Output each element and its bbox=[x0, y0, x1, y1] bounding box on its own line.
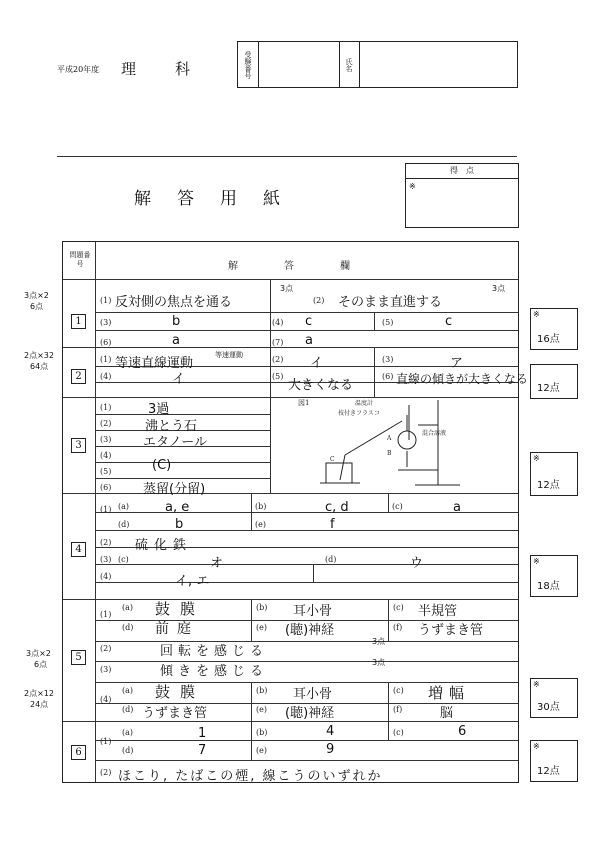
answer: (聴)神経 bbox=[285, 623, 335, 638]
sub-label: (1) bbox=[100, 505, 112, 514]
score-star: ※ bbox=[409, 182, 416, 191]
sub-label: (3) bbox=[100, 318, 112, 327]
answer: うずまき管 bbox=[142, 706, 208, 721]
section-score: 30点 bbox=[537, 702, 560, 713]
margin-note: 3点×2 6点 bbox=[24, 291, 49, 311]
answer: 3過 bbox=[148, 402, 170, 417]
margin-note: 3点×2 6点 bbox=[26, 649, 51, 669]
exam-year: 平成20年度 bbox=[57, 65, 100, 74]
question-number: 3 bbox=[71, 438, 86, 453]
section-score-box: ※ 12点 bbox=[530, 740, 578, 782]
question-number: 6 bbox=[71, 745, 86, 760]
sub-label: (4) bbox=[100, 451, 112, 460]
answer: イ bbox=[172, 372, 186, 387]
sub-label: (f) bbox=[393, 623, 403, 632]
sub-label: (a) bbox=[122, 728, 134, 737]
subject-title: 理 科 bbox=[121, 60, 203, 78]
answer: c bbox=[305, 314, 313, 329]
answer: (C) bbox=[152, 458, 172, 473]
answer: 直線の傾きが大きくなる bbox=[396, 372, 529, 386]
section-score-box: ※ 30点 bbox=[530, 678, 578, 718]
sub-label: (a) bbox=[122, 686, 134, 695]
col-question-header: 問題番号 bbox=[69, 251, 91, 268]
figure-title: 図1 bbox=[298, 399, 310, 407]
sub-label: (2) bbox=[100, 644, 112, 653]
sub-label: (e) bbox=[256, 705, 267, 714]
exam-number-field[interactable] bbox=[259, 42, 340, 87]
sub-label: (1) bbox=[100, 296, 112, 305]
answer-note: 等速運動 bbox=[215, 351, 243, 359]
section-score: 12点 bbox=[537, 766, 560, 777]
distillation-apparatus-figure bbox=[290, 395, 470, 490]
figure-label: B bbox=[387, 450, 392, 457]
col-answer-header: 解 答 欄 bbox=[228, 261, 368, 272]
answer: 蒸留(分留) bbox=[143, 482, 206, 497]
sub-label: (c) bbox=[393, 603, 404, 612]
figure-label: C bbox=[330, 456, 335, 463]
answer: エタノール bbox=[143, 435, 207, 450]
sub-label: (e) bbox=[256, 746, 267, 755]
answer: 前庭 bbox=[155, 621, 199, 637]
section-score: 18点 bbox=[537, 581, 560, 592]
sub-label: (2) bbox=[272, 355, 284, 364]
sub-label: (2) bbox=[100, 538, 112, 547]
sub-label: (3) bbox=[100, 555, 112, 564]
points-note: 3点 bbox=[280, 284, 294, 293]
answer: うずまき管 bbox=[418, 623, 484, 638]
answer: 耳小骨 bbox=[293, 687, 333, 702]
sub-label: (d) bbox=[122, 623, 134, 632]
sub-label: (3) bbox=[100, 435, 112, 444]
answer: a bbox=[172, 333, 180, 348]
figure-label: 枝付きフラスコ bbox=[338, 410, 380, 417]
figure-label: A bbox=[387, 435, 392, 442]
sub-label: (3) bbox=[100, 665, 112, 674]
answer: b bbox=[172, 314, 181, 329]
figure-label: 温度計 bbox=[355, 400, 374, 407]
points-note: 3点 bbox=[492, 284, 506, 293]
sub-label: (3) bbox=[382, 355, 394, 364]
section-score: 12点 bbox=[537, 480, 560, 491]
section-score: 16点 bbox=[537, 334, 560, 345]
answer: a, e bbox=[165, 500, 190, 515]
points-note: 3点 bbox=[372, 658, 386, 667]
answer: 大きくなる bbox=[288, 378, 354, 393]
sub-label: (a) bbox=[118, 502, 130, 511]
answer: オ bbox=[210, 556, 224, 571]
answer: イ bbox=[310, 356, 324, 371]
answer: 反対側の焦点を通る bbox=[115, 295, 233, 310]
section-score-box: ※ 12点 bbox=[530, 452, 578, 496]
answer: ウ bbox=[410, 556, 424, 571]
answer: ほこり, たばこの煙, 線こうのいずれか bbox=[118, 769, 383, 784]
sub-label: (b) bbox=[255, 502, 267, 511]
answer: 増幅 bbox=[428, 684, 471, 702]
sub-label: (d) bbox=[325, 555, 337, 564]
margin-note: 2点×12 24点 bbox=[24, 689, 54, 709]
sub-label: (5) bbox=[100, 467, 112, 476]
answer: (聴)神経 bbox=[285, 706, 335, 721]
sub-label: (2) bbox=[100, 768, 112, 777]
sub-label: (f) bbox=[393, 705, 403, 714]
answer: 1 bbox=[198, 726, 207, 741]
sub-label: (4) bbox=[100, 695, 112, 704]
sub-label: (6) bbox=[382, 372, 394, 381]
answer: f bbox=[330, 517, 335, 532]
section-score-box: ※ 18点 bbox=[530, 555, 578, 597]
answer: a bbox=[453, 500, 461, 515]
answer: イ, エ bbox=[175, 574, 210, 589]
answer: 脳 bbox=[440, 706, 454, 721]
section-score-box: ※ 16点 bbox=[530, 308, 578, 350]
answer: 沸とう石 bbox=[145, 419, 198, 434]
sub-label: (b) bbox=[256, 728, 268, 737]
sub-label: (6) bbox=[100, 338, 112, 347]
answer: c, d bbox=[325, 500, 349, 515]
question-number: 5 bbox=[71, 650, 86, 665]
answer: 7 bbox=[198, 743, 207, 758]
answer: 9 bbox=[326, 742, 335, 757]
sub-label: (e) bbox=[255, 520, 266, 529]
exam-id-box bbox=[237, 41, 518, 88]
sub-label: (1) bbox=[100, 355, 112, 364]
section-score: 12点 bbox=[537, 383, 560, 394]
answer: 硫化鉄 bbox=[135, 538, 193, 553]
answer: 半規管 bbox=[418, 604, 458, 619]
sub-label: (c) bbox=[118, 555, 129, 564]
sub-label: (2) bbox=[313, 296, 325, 305]
sub-label: (e) bbox=[256, 623, 267, 632]
margin-note: 2点×32 64点 bbox=[24, 351, 54, 371]
name-field[interactable] bbox=[360, 42, 517, 87]
answer: 鼓膜 bbox=[155, 600, 206, 618]
sub-label: (6) bbox=[100, 483, 112, 492]
sub-label: (1) bbox=[100, 403, 112, 412]
total-score-box bbox=[405, 163, 519, 228]
sub-label: (a) bbox=[122, 603, 134, 612]
sub-label: (c) bbox=[393, 728, 404, 737]
points-note: 3点 bbox=[372, 637, 386, 646]
answer: a bbox=[305, 333, 313, 348]
question-number: 2 bbox=[71, 369, 86, 384]
answer: 鼓膜 bbox=[155, 683, 206, 701]
sub-label: (d) bbox=[118, 520, 130, 529]
answer: b bbox=[175, 517, 184, 532]
sub-label: (5) bbox=[382, 318, 394, 327]
answer: 傾きを感じる bbox=[160, 664, 269, 679]
sub-label: (4) bbox=[100, 572, 112, 581]
section-score-box bbox=[530, 364, 578, 399]
sub-label: (2) bbox=[100, 419, 112, 428]
answer: 耳小骨 bbox=[293, 604, 333, 619]
question-number: 4 bbox=[71, 542, 86, 557]
name-label: 氏名 bbox=[339, 42, 360, 87]
answer: ア bbox=[450, 356, 464, 371]
total-score-label: 得 点 bbox=[406, 164, 518, 179]
sub-label: (5) bbox=[272, 372, 284, 381]
question-number: 1 bbox=[71, 314, 86, 329]
sub-label: (b) bbox=[256, 686, 268, 695]
sub-label: (7) bbox=[272, 338, 284, 347]
divider bbox=[57, 156, 517, 157]
sub-label: (d) bbox=[122, 705, 134, 714]
answer: c bbox=[445, 314, 453, 329]
exam-number-label: 受験番号 bbox=[238, 42, 259, 87]
sub-label: (4) bbox=[272, 318, 284, 327]
sub-label: (1) bbox=[100, 610, 112, 619]
sub-label: (1) bbox=[100, 737, 112, 746]
figure-label: 混合溶液 bbox=[422, 430, 447, 437]
page-title: 解答用紙 bbox=[134, 189, 306, 209]
answer: 回転を感じる bbox=[160, 644, 269, 659]
sub-label: (d) bbox=[122, 746, 134, 755]
answer: 6 bbox=[458, 724, 467, 739]
answer: そのまま直進する bbox=[338, 295, 443, 310]
sub-label: (b) bbox=[256, 603, 268, 612]
answer: 4 bbox=[326, 724, 335, 739]
sub-label: (c) bbox=[392, 502, 403, 511]
answer: 等速直線運動 bbox=[115, 356, 194, 371]
sub-label: (4) bbox=[100, 372, 112, 381]
sub-label: (c) bbox=[393, 686, 404, 695]
